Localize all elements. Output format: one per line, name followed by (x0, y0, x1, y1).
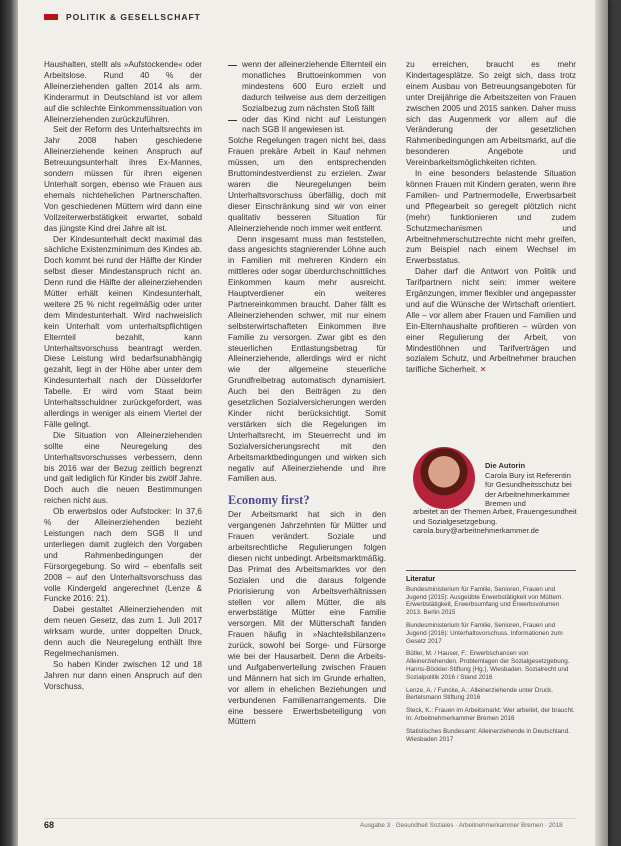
author-email[interactable]: carola.bury@arbeitnehmerkammer.de (413, 526, 540, 536)
paragraph: Haushalten, stellt als »Aufstockende« oder Arbeitslose. Rund 40 % der Alleinerziehenden galten 2014 als arm. Kinderarmut in Deutschland ist vor allem auf die schlechte Einkommenssituation von Alleinerziehenden zurückzuführen. (44, 60, 202, 124)
text-column-1 (44, 60, 202, 693)
paragraph: Der Arbeitsmarkt hat sich in den vergangenen Jahrzehnten für Mütter und Frauen verändert. Soziale und arbeitsrechtliche Regulierungen folgen diesen nicht unbedingt. Arbeitsmarktmäßig. Das Primat des Arbeitsmarktes vor den Sozialen und die daraus folgende Priorisierung von Arbeitsverhältnissen stellen vor allem Mütter, die als erwerbstätige Mütter eine Familie versorgen. Mit der Mütterschaft fanden Frauen häufig in »Nachteilsbilanzen« zurück, sowohl bei Sorge- und Fürsorge wie bei der Hausarbeit. Denn die Arbeits- und Aufgabenverteilung zwischen Frauen und Männern hat sich im Grunde erhalten, vor allem in ehelichen Beziehungen und verbundenen Familienarrangements. Die eine bessere Erwerbsbeteiligung von Müttern (228, 510, 386, 727)
literature-item: Bundesministerium für Familie, Senioren, Frauen und Jugend (2016): Unterhaltsvorschuss. Informationen zum Gesetz 2017 (406, 621, 563, 645)
end-mark-icon: ✕ (479, 365, 487, 375)
paragraph (406, 267, 576, 376)
paragraph-text: Daher darf die Antwort von Politik und Tarifpartnern nicht sein: immer weitere Ergänzungen, immer flexibler und angepasster und auf die Wünsche der Wirtschaft orientiert. Alle – vor allem aber Frauen und Familien und Ein-Elternhaushalte profitieren – würden von einer Regulierung der Arbeit, von Mindestlöhnen und Tarifverträgen und sozialem Schutz, und Arbeitnehmer brauchen tarifliche Sicherheit. (406, 267, 576, 375)
footer-meta: Ausgabe 3 · Gesundheit Soziales · Arbeitnehmerkammer Bremen · 2018 (360, 822, 563, 829)
subheading: Economy first? (228, 493, 310, 508)
author-heading: Die Autorin (485, 461, 526, 470)
literature-item: Bütler, M. / Hauser, F.: Erwerbschancen von Alleinerziehenden. Problemlagen der Sozialgesetzgebung. Hanns-Böckler-Stiftung (Hg.), Wiesbaden. Sozialrecht und Sozialpolitik 2016 / Stand 2016 (406, 650, 570, 681)
author-name-line: Carola Bury ist Referentin für Gesundheitsschutz bei der Arbeitnehmerkammer Bremen und (485, 470, 572, 509)
paragraph: Solche Regelungen tragen nicht bei, dass Frauen prekäre Arbeit in Kauf nehmen müssen, um den entsprechenden Bruttomindestverdienst zu erzielen. Zwar waren die Neuregelungen beim Unterhaltsvorschuss überfällig, doch mit dieser Einschränkung sind wir von einer qualitativ besseren Situation für Alleinerziehende noch immer weit entfernt. (228, 136, 386, 233)
paragraph: Die Situation von Alleinerziehenden sollte eine Neuregelung des Unterhaltsvorschusses verbessern, denn bis 2016 war der Bezug zeitlich begrenzt und galt lediglich für Kinder bis zwölf Jahre. Doch auch die neuen Bestimmungen reichen nicht aus. (44, 430, 202, 506)
paragraph: Denn insgesamt muss man feststellen, dass angesichts stagnierender Löhne auch in Familien mit mehreren Kindern ein mittleres oder sogar überdurchschnittliches Einkommen kaum mehr ausreicht. Hauptverdiener ein weiteres Partnereinkommen braucht. Daher fällt es Alleinerziehenden schwer, mit nur einem selbsterwirtschafteten Einkommen ihre Familie zu versorgen. Zwar gibt es den steuerlichen Entlastungsbetrag für Alleinerziehende, allerdings wird er nicht wie der allgemeine steuerliche Grundfreibetrag automatisch dynamisiert. Auch bei den Beiträgen zu den gesetzlichen Sozialversicherungen werden Kinder nicht berücksichtigt. Somit verstärken sich die Regelungen im Unterhaltsrecht, im Steuerrecht und im Sozialversicherungsrecht mit den Arbeitsmarktbedingungen und wirken sich negativ auf Alleinerziehende und ihre Familien aus. (228, 234, 386, 484)
author-bio (485, 461, 577, 509)
literature-item: Bundesministerium für Familie, Senioren, Frauen und Jugend (2015): Ausgeübte Erwerbstätigkeit von Müttern. Erwerbstätigkeit, Erwerbsumfang und Erwerbsvolumen 2013. Berlin 2015 (406, 585, 564, 617)
author-bio-continued (413, 507, 577, 536)
literature-box (406, 570, 576, 748)
list-item: wenn der alleinerziehende Elternteil ein monatliches Bruttoeinkommen von mindestens 600 Euro erzielt und dadurch teilweise aus dem derzeitigen Sozialbezug zum nächsten Stoß fällt (228, 60, 386, 115)
literature-item: Lenze, A. / Funcke, A.: Alleinerziehende unter Druck. Bertelsmann Stiftung 2016 (406, 686, 554, 702)
literature-title: Literatur (406, 574, 436, 583)
section-header (44, 8, 201, 26)
author-photo (413, 447, 475, 509)
paragraph: Seit der Reform des Unterhaltsrechts im Jahr 2008 haben geschiedene Alleinerziehende keinen Anspruch auf Betreuungsunterhalt ihres Ex-Mannes, sondern müssen für ihren eigenen Unterhalt sorgen, ebenso wie Frauen aus ehemals nichtehelichen Partnerschaften. Von geschiedenen Müttern wird dann eine Vollzeiterwerbstätigkeit erwartet, sobald das jüngste Kind drei Jahre alt ist. (44, 125, 202, 233)
paragraph: Dabei gestaltet Alleinerziehenden mit dem neuen Gesetz, das zum 1. Juli 2017 wirksam wurde, unter doppelten Druck, denn auch die Neuregelung enthält Ihre Regelmechanismen. (44, 605, 202, 658)
text-column-3 (406, 60, 576, 376)
footer-divider (44, 818, 576, 819)
paragraph: So haben Kinder zwischen 12 und 18 Jahren nur dann einen Anspruch auf den Vorschuss, (44, 659, 202, 691)
section-label: POLITIK & GESELLSCHAFT (66, 12, 201, 22)
page-gutter (0, 0, 18, 846)
section-color-bar (44, 14, 58, 20)
paragraph: Der Kindesunterhalt deckt maximal das sächliche Existenzminimum des Kindes ab. Doch kommt bei rund der Hälfte der Kinder selbst dieser Mindestanspruch nicht an. Denn rund die Hälfte der alleinerziehenden Mütter erhält keinen Kindesunterhalt, weitere 25 % nicht regelmäßig oder unter dem Mindestunterhalt. Wird nachweislich kein Unterhalt vom unterhaltspflichtigen Elternteil bezahlt, kann Unterhaltsvorschuss beantragt werden. Diese Leistung wird bedarfsunabhängig gezahlt, liegt in der Höhe aber unter dem Kindesunterhalt nach der Düsseldorfer Tabelle. Er wird vom Staat beim Unterhaltsschuldner zurückgefordert, was allerdings in weniger als einem Viertel der Fälle gelingt. (44, 234, 202, 429)
list-item: oder das Kind nicht auf Leistungen nach SGB II angewiesen ist. (228, 115, 386, 137)
page-edge (595, 0, 608, 846)
literature-item: Statistisches Bundesamt: Alleinerziehende in Deutschland. Wiesbaden 2017 (406, 727, 570, 743)
page-number: 68 (44, 820, 55, 830)
paragraph: In eine besonders belastende Situation können Frauen mit Kindern geraten, wenn ihre Familien- und Partnermodelle, Erwerbsarbeit und Pflegearbeit so geregelt plötzlich nicht (mehr) funktionieren und zudem Schutzmechanismen und Arbeitnehmerschutzrechte nicht mehr greifen, zum Beispiel nach einem Wechsel im Erwerbsstatus. (406, 169, 576, 266)
bullet-list (228, 60, 386, 136)
text-column-2 (228, 60, 386, 728)
paragraph: Ob erwerbslos oder Aufstocker: In 37,6 % der Alleinerziehenden bezieht Leistungen nach dem SGB II und unterliegen damit zugleich den Vorgaben und Rahmenbedingungen der Fürsorgegebung. So wird – ebenfalls seit 2008 – auf den Unterhaltsvorschuss das volle Kindergeld angerechnet (Lenze & Funcke 2016: 21). (44, 507, 202, 604)
literature-item: Steck, K.: Frauen im Arbeitsmarkt: Wer arbeitet, der braucht. In: Arbeitnehmerkammer Bremen 2016 (406, 707, 575, 722)
paragraph: zu erreichen, braucht es mehr Kindertagesplätze. So zeigt sich, dass trotz einem Ausbau von Betreuungsangeboten für unter Dreijährige die Arbeitszeiten von Frauen zwischen 2005 und 2015 sanken. Daher muss sich das Augenmerk vor allem auf die Veränderung der gesetzlichen Rahmenbedingungen am Arbeitsmarkt, auf die besonderen Angebote und Vereinbarkeitsmöglichkeiten richten. (406, 60, 576, 168)
author-bio-text: arbeitet an der Themen Arbeit, Frauengesundheit und Sozialgesetzgebung. (413, 507, 577, 526)
